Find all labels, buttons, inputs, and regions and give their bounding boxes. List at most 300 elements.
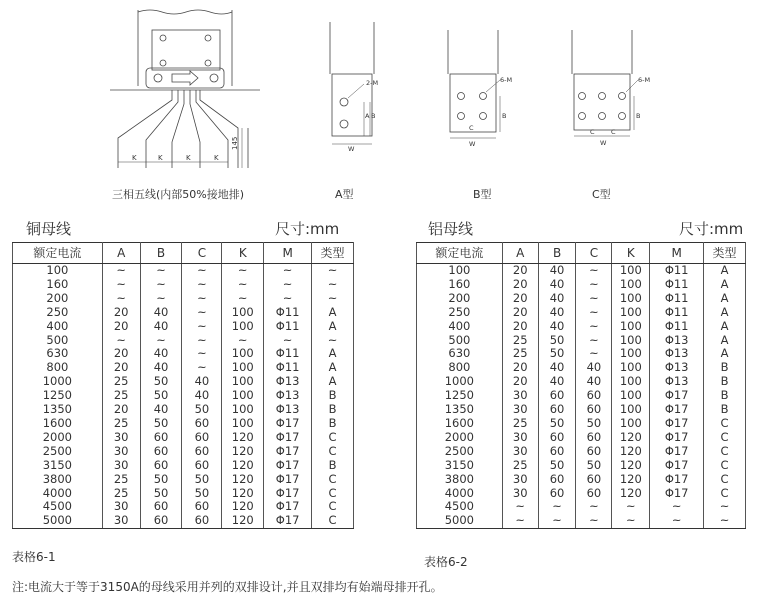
column-header: C (182, 243, 222, 264)
table-cell: 50 (182, 473, 222, 487)
column-header: 类型 (704, 243, 746, 264)
table-cell: 20 (102, 306, 140, 320)
table-cell: B (312, 403, 354, 417)
table-cell: 120 (222, 431, 264, 445)
table-cell: 60 (576, 431, 612, 445)
table-cell: A (704, 320, 746, 334)
table-cell: Φ13 (650, 347, 704, 361)
table-cell: ~ (312, 334, 354, 348)
table-cell: 20 (102, 347, 140, 361)
table-cell: 25 (502, 334, 538, 348)
table-cell: 60 (182, 445, 222, 459)
table-cell: 40 (538, 292, 576, 306)
table-cell: 100 (612, 389, 650, 403)
table-cell: ~ (650, 500, 704, 514)
table-row (13, 306, 354, 320)
table-cell: 30 (102, 500, 140, 514)
table-cell: 60 (538, 403, 576, 417)
three-phase-caption: 三相五线(内部50%接地排) (112, 188, 245, 201)
table-cell: 60 (576, 487, 612, 501)
rated-current-cell: 1250 (417, 389, 503, 403)
table-row (13, 431, 354, 445)
table-cell: ~ (182, 278, 222, 292)
rated-current-cell: 1000 (417, 375, 503, 389)
table-cell: 60 (576, 445, 612, 459)
table-cell: 50 (538, 347, 576, 361)
table-cell: ~ (264, 292, 312, 306)
table-cell: 50 (576, 459, 612, 473)
table-cell: A (312, 320, 354, 334)
table-cell: 30 (102, 514, 140, 528)
table-row (417, 334, 746, 348)
table-cell: 100 (222, 306, 264, 320)
table-cell: Φ17 (650, 389, 704, 403)
table-row (13, 389, 354, 403)
table-row (417, 375, 746, 389)
table-cell: ~ (182, 292, 222, 306)
dim-k-label: K (132, 154, 137, 162)
table-cell: 100 (612, 306, 650, 320)
table-cell: C (704, 417, 746, 431)
copper-title: 铜母线 (26, 220, 72, 238)
table-cell: ~ (102, 264, 140, 278)
table-cell: 40 (538, 306, 576, 320)
table-cell: ~ (222, 292, 264, 306)
table-cell: B (312, 417, 354, 431)
table-cell: 60 (182, 417, 222, 431)
table-cell: C (704, 431, 746, 445)
table-row (417, 500, 746, 514)
table-cell: ~ (140, 292, 182, 306)
table-cell: 60 (538, 389, 576, 403)
table-cell: 30 (502, 403, 538, 417)
table-cell: ~ (650, 514, 704, 528)
rated-current-cell: 1250 (13, 389, 103, 403)
table-cell: 40 (140, 403, 182, 417)
table-cell: 20 (102, 361, 140, 375)
table-cell: Φ11 (650, 292, 704, 306)
table-cell: 60 (538, 431, 576, 445)
table-cell: Φ13 (650, 375, 704, 389)
type-b-caption: B型 (473, 188, 492, 201)
table-cell: 40 (538, 278, 576, 292)
table-cell: 40 (538, 361, 576, 375)
table-cell: 40 (182, 389, 222, 403)
label-w: W (348, 145, 355, 153)
column-header: K (222, 243, 264, 264)
table-header-row (13, 243, 354, 264)
table-cell: A (704, 347, 746, 361)
table-cell: C (704, 445, 746, 459)
table-cell: 20 (502, 292, 538, 306)
table-cell: C (312, 473, 354, 487)
table-cell: 30 (502, 431, 538, 445)
table-row (417, 514, 746, 528)
table-cell: C (312, 487, 354, 501)
rated-current-cell: 2500 (417, 445, 503, 459)
table-cell: Φ17 (264, 500, 312, 514)
table-row (417, 445, 746, 459)
rated-current-cell: 1600 (13, 417, 103, 431)
table-cell: 25 (502, 417, 538, 431)
table-cell: B (704, 389, 746, 403)
table-cell: Φ13 (650, 334, 704, 348)
table-cell: Φ17 (650, 417, 704, 431)
table-row (417, 431, 746, 445)
aluminum-title: 铝母线 (428, 220, 474, 238)
dim-145-label: 145 (231, 136, 239, 150)
copper-unit: 尺寸:mm (275, 220, 340, 238)
table-cell: Φ17 (264, 514, 312, 528)
table-cell: 50 (576, 417, 612, 431)
table-cell: Φ17 (264, 473, 312, 487)
table-cell: 60 (538, 445, 576, 459)
table-cell: 100 (222, 320, 264, 334)
table-row (13, 459, 354, 473)
table-row (417, 278, 746, 292)
rated-current-cell: 200 (417, 292, 503, 306)
table-cell: 40 (140, 347, 182, 361)
table-cell: ~ (612, 514, 650, 528)
table-cell: 40 (538, 264, 576, 278)
table-row (417, 417, 746, 431)
table-cell: ~ (576, 334, 612, 348)
label-b: B (502, 112, 507, 120)
table-cell: 100 (222, 361, 264, 375)
table-cell: 100 (612, 417, 650, 431)
table-cell: Φ17 (650, 403, 704, 417)
table-cell: 50 (538, 334, 576, 348)
table-row (13, 278, 354, 292)
table-cell: ~ (264, 278, 312, 292)
dim-k-label: K (214, 154, 219, 162)
label-b: B (371, 112, 376, 120)
table-cell: 30 (502, 445, 538, 459)
table-cell: A (704, 264, 746, 278)
dim-k-label: K (158, 154, 163, 162)
table-row (417, 473, 746, 487)
table-row (13, 264, 354, 278)
rated-current-cell: 400 (13, 320, 103, 334)
rated-current-cell: 2000 (417, 431, 503, 445)
table-cell: C (704, 473, 746, 487)
label-2m: 2-M (366, 79, 379, 87)
table-cell: 100 (612, 375, 650, 389)
table-row (13, 375, 354, 389)
table-cell: 100 (612, 347, 650, 361)
table-cell: 120 (222, 445, 264, 459)
table-cell: 25 (502, 347, 538, 361)
rated-current-cell: 1000 (13, 375, 103, 389)
table-cell: ~ (102, 292, 140, 306)
table-cell: 100 (612, 264, 650, 278)
table-cell: ~ (140, 264, 182, 278)
rated-current-cell: 100 (13, 264, 103, 278)
table-cell: Φ11 (264, 306, 312, 320)
table-row (13, 334, 354, 348)
table-row (13, 445, 354, 459)
table-cell: ~ (612, 500, 650, 514)
table-cell: ~ (704, 500, 746, 514)
table-row (417, 361, 746, 375)
table-cell: 20 (502, 375, 538, 389)
table-cell: 40 (576, 361, 612, 375)
label-6m: 6-M (638, 76, 651, 84)
column-header: C (576, 243, 612, 264)
table-cell: 25 (102, 487, 140, 501)
type-a-caption: A型 (335, 188, 354, 201)
table-cell: A (312, 306, 354, 320)
table-cell: Φ11 (264, 347, 312, 361)
table-cell: 40 (576, 375, 612, 389)
table-row (13, 361, 354, 375)
table-cell: 120 (612, 445, 650, 459)
table-cell: 120 (222, 514, 264, 528)
rated-current-cell: 4000 (13, 487, 103, 501)
table-cell: ~ (182, 334, 222, 348)
rated-current-cell: 5000 (417, 514, 503, 528)
table-cell: Φ11 (650, 278, 704, 292)
table-cell: ~ (502, 514, 538, 528)
table-row (13, 320, 354, 334)
column-header: M (264, 243, 312, 264)
table-cell: 100 (612, 320, 650, 334)
table-cell: 60 (140, 431, 182, 445)
copper-spec-table (12, 242, 354, 529)
table-row (417, 347, 746, 361)
table-cell: Φ17 (264, 487, 312, 501)
table-cell: ~ (576, 320, 612, 334)
table-cell: 20 (502, 278, 538, 292)
table-cell: Φ17 (650, 487, 704, 501)
type-b-drawing (436, 30, 526, 148)
table-cell: 60 (140, 445, 182, 459)
table-cell: ~ (140, 334, 182, 348)
table-cell: Φ11 (650, 306, 704, 320)
table-cell: C (312, 514, 354, 528)
table-cell: C (704, 459, 746, 473)
table-cell: 20 (502, 320, 538, 334)
rated-current-cell: 2500 (13, 445, 103, 459)
table-cell: Φ11 (264, 361, 312, 375)
column-header: B (538, 243, 576, 264)
table-cell: ~ (502, 500, 538, 514)
table-cell: 100 (222, 375, 264, 389)
table-cell: Φ17 (650, 473, 704, 487)
table-cell: 100 (612, 292, 650, 306)
copper-caption: 表格6-1 (12, 550, 56, 564)
table-cell: 60 (140, 500, 182, 514)
rated-current-cell: 160 (417, 278, 503, 292)
table-cell: ~ (538, 514, 576, 528)
table-cell: ~ (576, 278, 612, 292)
rated-current-cell: 800 (13, 361, 103, 375)
table-cell: 60 (538, 487, 576, 501)
table-cell: 120 (222, 459, 264, 473)
type-c-caption: C型 (592, 188, 611, 201)
rated-current-cell: 250 (417, 306, 503, 320)
table-cell: 100 (612, 403, 650, 417)
type-a-drawing (320, 22, 390, 154)
table-cell: A (312, 361, 354, 375)
table-cell: ~ (182, 306, 222, 320)
rated-current-cell: 3800 (13, 473, 103, 487)
table-cell: 60 (140, 459, 182, 473)
table-cell: 100 (612, 361, 650, 375)
table-cell: 40 (182, 375, 222, 389)
table-cell: A (704, 306, 746, 320)
table-cell: 50 (538, 417, 576, 431)
table-cell: 60 (576, 389, 612, 403)
table-cell: 20 (102, 403, 140, 417)
table-cell: 50 (182, 487, 222, 501)
table-cell: ~ (102, 334, 140, 348)
table-cell: 40 (140, 306, 182, 320)
table-cell: 60 (182, 514, 222, 528)
table-cell: ~ (222, 334, 264, 348)
table-cell: 50 (538, 459, 576, 473)
rated-current-cell: 4000 (417, 487, 503, 501)
table-cell: ~ (312, 278, 354, 292)
label-c: C (590, 128, 595, 136)
column-header: 额定电流 (13, 243, 103, 264)
table-cell: A (312, 375, 354, 389)
table-row (417, 306, 746, 320)
table-cell: 40 (140, 361, 182, 375)
rated-current-cell: 200 (13, 292, 103, 306)
table-row (417, 292, 746, 306)
table-cell: 60 (182, 500, 222, 514)
table-cell: Φ17 (650, 445, 704, 459)
table-cell: ~ (182, 264, 222, 278)
table-cell: 60 (140, 514, 182, 528)
table-cell: 120 (222, 500, 264, 514)
label-w: W (469, 140, 476, 148)
table-row (13, 417, 354, 431)
table-cell: Φ13 (264, 389, 312, 403)
table-cell: 30 (502, 473, 538, 487)
table-cell: 30 (502, 487, 538, 501)
table-cell: Φ17 (264, 417, 312, 431)
type-c-drawing (566, 30, 656, 148)
table-cell: 25 (102, 389, 140, 403)
three-phase-busbar-drawing (110, 8, 260, 173)
table-cell: ~ (182, 347, 222, 361)
label-6m: 6-M (500, 76, 513, 84)
table-cell: Φ17 (264, 445, 312, 459)
table-cell: Φ13 (650, 361, 704, 375)
table-row (13, 347, 354, 361)
table-cell: ~ (704, 514, 746, 528)
table-cell: A (704, 278, 746, 292)
rated-current-cell: 1350 (13, 403, 103, 417)
table-row (13, 514, 354, 528)
table-cell: Φ11 (650, 320, 704, 334)
table-cell: B (704, 361, 746, 375)
table-cell: Φ17 (650, 459, 704, 473)
table-cell: ~ (576, 514, 612, 528)
table-row (13, 500, 354, 514)
table-cell: 25 (102, 375, 140, 389)
table-row (417, 389, 746, 403)
table-cell: ~ (576, 264, 612, 278)
column-header: K (612, 243, 650, 264)
table-cell: 40 (140, 320, 182, 334)
table-cell: B (312, 459, 354, 473)
table-cell: 20 (102, 320, 140, 334)
table-cell: 120 (222, 487, 264, 501)
table-row (13, 292, 354, 306)
table-cell: 100 (222, 347, 264, 361)
table-cell: ~ (312, 292, 354, 306)
table-cell: ~ (222, 278, 264, 292)
rated-current-cell: 500 (13, 334, 103, 348)
table-cell: 30 (102, 459, 140, 473)
table-cell: ~ (576, 500, 612, 514)
column-header: 额定电流 (417, 243, 503, 264)
table-cell: 50 (140, 389, 182, 403)
table-cell: Φ17 (264, 431, 312, 445)
table-cell: 50 (182, 403, 222, 417)
table-cell: 30 (102, 445, 140, 459)
rated-current-cell: 250 (13, 306, 103, 320)
column-header: A (102, 243, 140, 264)
table-cell: Φ13 (264, 403, 312, 417)
table-cell: 50 (140, 487, 182, 501)
table-cell: ~ (576, 292, 612, 306)
table-cell: 60 (538, 473, 576, 487)
footnote: 注:电流大于等于3150A的母线采用并列的双排设计,并且双排均有始端母排开孔。 (12, 580, 443, 594)
table-cell: ~ (182, 320, 222, 334)
table-cell: 120 (612, 487, 650, 501)
table-cell: 20 (502, 361, 538, 375)
rated-current-cell: 3800 (417, 473, 503, 487)
table-cell: ~ (102, 278, 140, 292)
rated-current-cell: 3150 (13, 459, 103, 473)
table-cell: ~ (264, 264, 312, 278)
table-cell: Φ17 (650, 431, 704, 445)
table-cell: ~ (140, 278, 182, 292)
table-cell: Φ17 (264, 459, 312, 473)
table-cell: 25 (102, 473, 140, 487)
table-cell: 60 (182, 431, 222, 445)
table-cell: 60 (182, 459, 222, 473)
table-cell: 25 (102, 417, 140, 431)
table-cell: 120 (612, 431, 650, 445)
table-row (417, 403, 746, 417)
table-cell: A (704, 334, 746, 348)
rated-current-cell: 100 (417, 264, 503, 278)
table-cell: 100 (222, 417, 264, 431)
rated-current-cell: 630 (417, 347, 503, 361)
rated-current-cell: 1350 (417, 403, 503, 417)
rated-current-cell: 5000 (13, 514, 103, 528)
table-cell: B (704, 403, 746, 417)
table-row (417, 320, 746, 334)
rated-current-cell: 2000 (13, 431, 103, 445)
table-cell: 100 (612, 334, 650, 348)
rated-current-cell: 3150 (417, 459, 503, 473)
table-row (417, 459, 746, 473)
aluminum-unit: 尺寸:mm (679, 220, 744, 238)
aluminum-caption: 表格6-2 (424, 555, 468, 569)
table-cell: 40 (538, 375, 576, 389)
label-a: A (365, 112, 370, 120)
table-cell: A (704, 292, 746, 306)
rated-current-cell: 400 (417, 320, 503, 334)
table-cell: C (312, 500, 354, 514)
table-cell: ~ (222, 264, 264, 278)
